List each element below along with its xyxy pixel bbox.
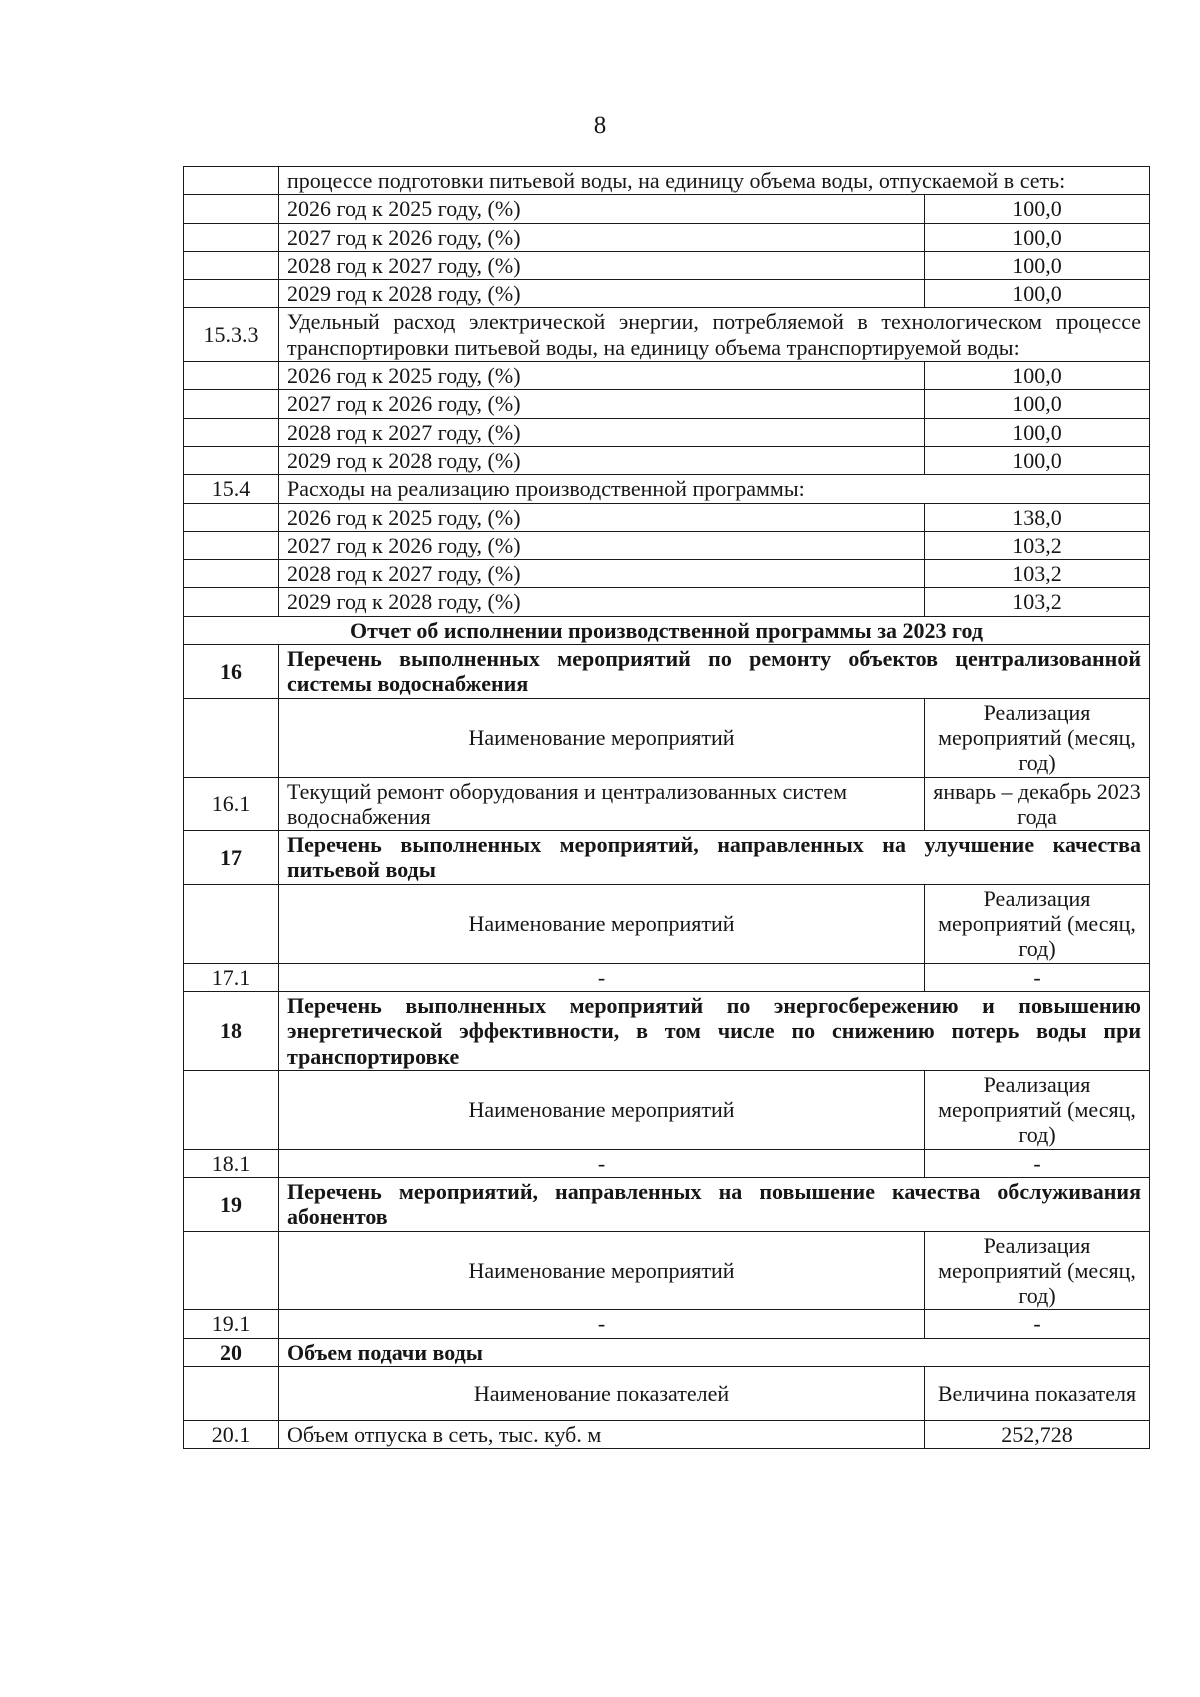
table-row [184,831,1150,885]
table-row [184,1149,1150,1177]
table-row [184,1231,1150,1310]
year-value: 100,0 [925,362,1150,390]
table-row [184,308,1150,362]
item-number: 19.1 [184,1310,279,1338]
year-label: 2028 год к 2027 году, (%) [279,251,925,279]
column-header-name: Наименование мероприятий [279,698,925,777]
item-value: 252,728 [925,1421,1150,1449]
year-label: 2026 год к 2025 году, (%) [279,503,925,531]
table-row [184,390,1150,418]
section-title: Перечень выполненных мероприятий по энергосбережению и повышению энергетической эффективности, в том числе по снижению потерь воды при транспортировке [279,991,1150,1070]
year-value: 100,0 [925,280,1150,308]
year-value: 103,2 [925,560,1150,588]
item-name: Объем отпуска в сеть, тыс. куб. м [279,1421,925,1449]
column-header-implementation: Реализация мероприятий (месяц, год) [925,1231,1150,1310]
table-row [184,475,1150,503]
table-row [184,362,1150,390]
year-label: 2028 год к 2027 году, (%) [279,560,925,588]
table-row [184,418,1150,446]
section-number: 20 [184,1338,279,1366]
table-row [184,1177,1150,1231]
page-number: 8 [593,112,607,139]
item-number: 16.1 [184,777,279,831]
year-value: 100,0 [925,251,1150,279]
program-table [183,166,1150,1449]
year-label: 2027 год к 2026 году, (%) [279,531,925,559]
table-row [184,446,1150,474]
table-row [184,280,1150,308]
row-number-cell [184,167,279,195]
section-title: Объем подачи воды [279,1338,1150,1366]
item-implementation: - [925,963,1150,991]
year-label: 2026 год к 2025 году, (%) [279,362,925,390]
section-title: Расходы на реализацию производственной программы: [279,475,1150,503]
table-row [184,777,1150,831]
section-number: 18 [184,991,279,1070]
item-name: - [279,1149,925,1177]
table-row [184,195,1150,223]
column-header-value: Величина показателя [925,1367,1150,1421]
table-row [184,698,1150,777]
table-row [184,1338,1150,1366]
year-value: 100,0 [925,223,1150,251]
year-label: 2029 год к 2028 году, (%) [279,280,925,308]
section-number: 19 [184,1177,279,1231]
table-row [184,991,1150,1070]
section-number: 15.3.3 [184,308,279,362]
report-title: Отчет об исполнении производственной программы за 2023 год [184,616,1150,644]
table-row [184,531,1150,559]
table-row [184,1421,1150,1449]
column-header-name: Наименование мероприятий [279,1231,925,1310]
table-row [184,251,1150,279]
item-name: - [279,963,925,991]
continuation-text: процессе подготовки питьевой воды, на единицу объема воды, отпускаемой в сеть: [279,167,1150,195]
item-implementation: - [925,1310,1150,1338]
section-title: Перечень выполненных мероприятий по ремонту объектов централизованной системы водоснабжения [279,645,1150,699]
item-name: - [279,1310,925,1338]
table-row [184,963,1150,991]
year-label: 2029 год к 2028 году, (%) [279,446,925,474]
section-number: 17 [184,831,279,885]
year-value: 103,2 [925,588,1150,616]
column-header-name: Наименование показателей [279,1367,925,1421]
table-row [184,884,1150,963]
column-header-implementation: Реализация мероприятий (месяц, год) [925,698,1150,777]
table-row [184,223,1150,251]
section-title: Удельный расход электрической энергии, потребляемой в технологическом процессе транспортировки питьевой воды, на единицу объема транспортируемой воды: [279,308,1150,362]
column-header-name: Наименование мероприятий [279,884,925,963]
column-header-name: Наименование мероприятий [279,1070,925,1149]
table-row [184,1310,1150,1338]
item-implementation: январь – декабрь 2023 года [925,777,1150,831]
table-row [184,1070,1150,1149]
section-number: 15.4 [184,475,279,503]
year-value: 138,0 [925,503,1150,531]
table-row [184,167,1150,195]
year-label: 2027 год к 2026 году, (%) [279,223,925,251]
table-row [184,503,1150,531]
year-value: 100,0 [925,390,1150,418]
item-implementation: - [925,1149,1150,1177]
year-value: 100,0 [925,418,1150,446]
table-row [184,588,1150,616]
section-title: Перечень выполненных мероприятий, направленных на улучшение качества питьевой воды [279,831,1150,885]
item-number: 17.1 [184,963,279,991]
section-number: 16 [184,645,279,699]
item-number: 18.1 [184,1149,279,1177]
year-label: 2028 год к 2027 году, (%) [279,418,925,446]
item-number: 20.1 [184,1421,279,1449]
year-value: 103,2 [925,531,1150,559]
item-name: Текущий ремонт оборудования и централизованных систем водоснабжения [279,777,925,831]
table-row [184,1367,1150,1421]
year-label: 2029 год к 2028 году, (%) [279,588,925,616]
table-row [184,616,1150,644]
year-label: 2026 год к 2025 году, (%) [279,195,925,223]
section-title: Перечень мероприятий, направленных на повышение качества обслуживания абонентов [279,1177,1150,1231]
table-row [184,560,1150,588]
column-header-implementation: Реализация мероприятий (месяц, год) [925,1070,1150,1149]
table-row [184,645,1150,699]
year-value: 100,0 [925,446,1150,474]
year-value: 100,0 [925,195,1150,223]
year-label: 2027 год к 2026 году, (%) [279,390,925,418]
column-header-implementation: Реализация мероприятий (месяц, год) [925,884,1150,963]
